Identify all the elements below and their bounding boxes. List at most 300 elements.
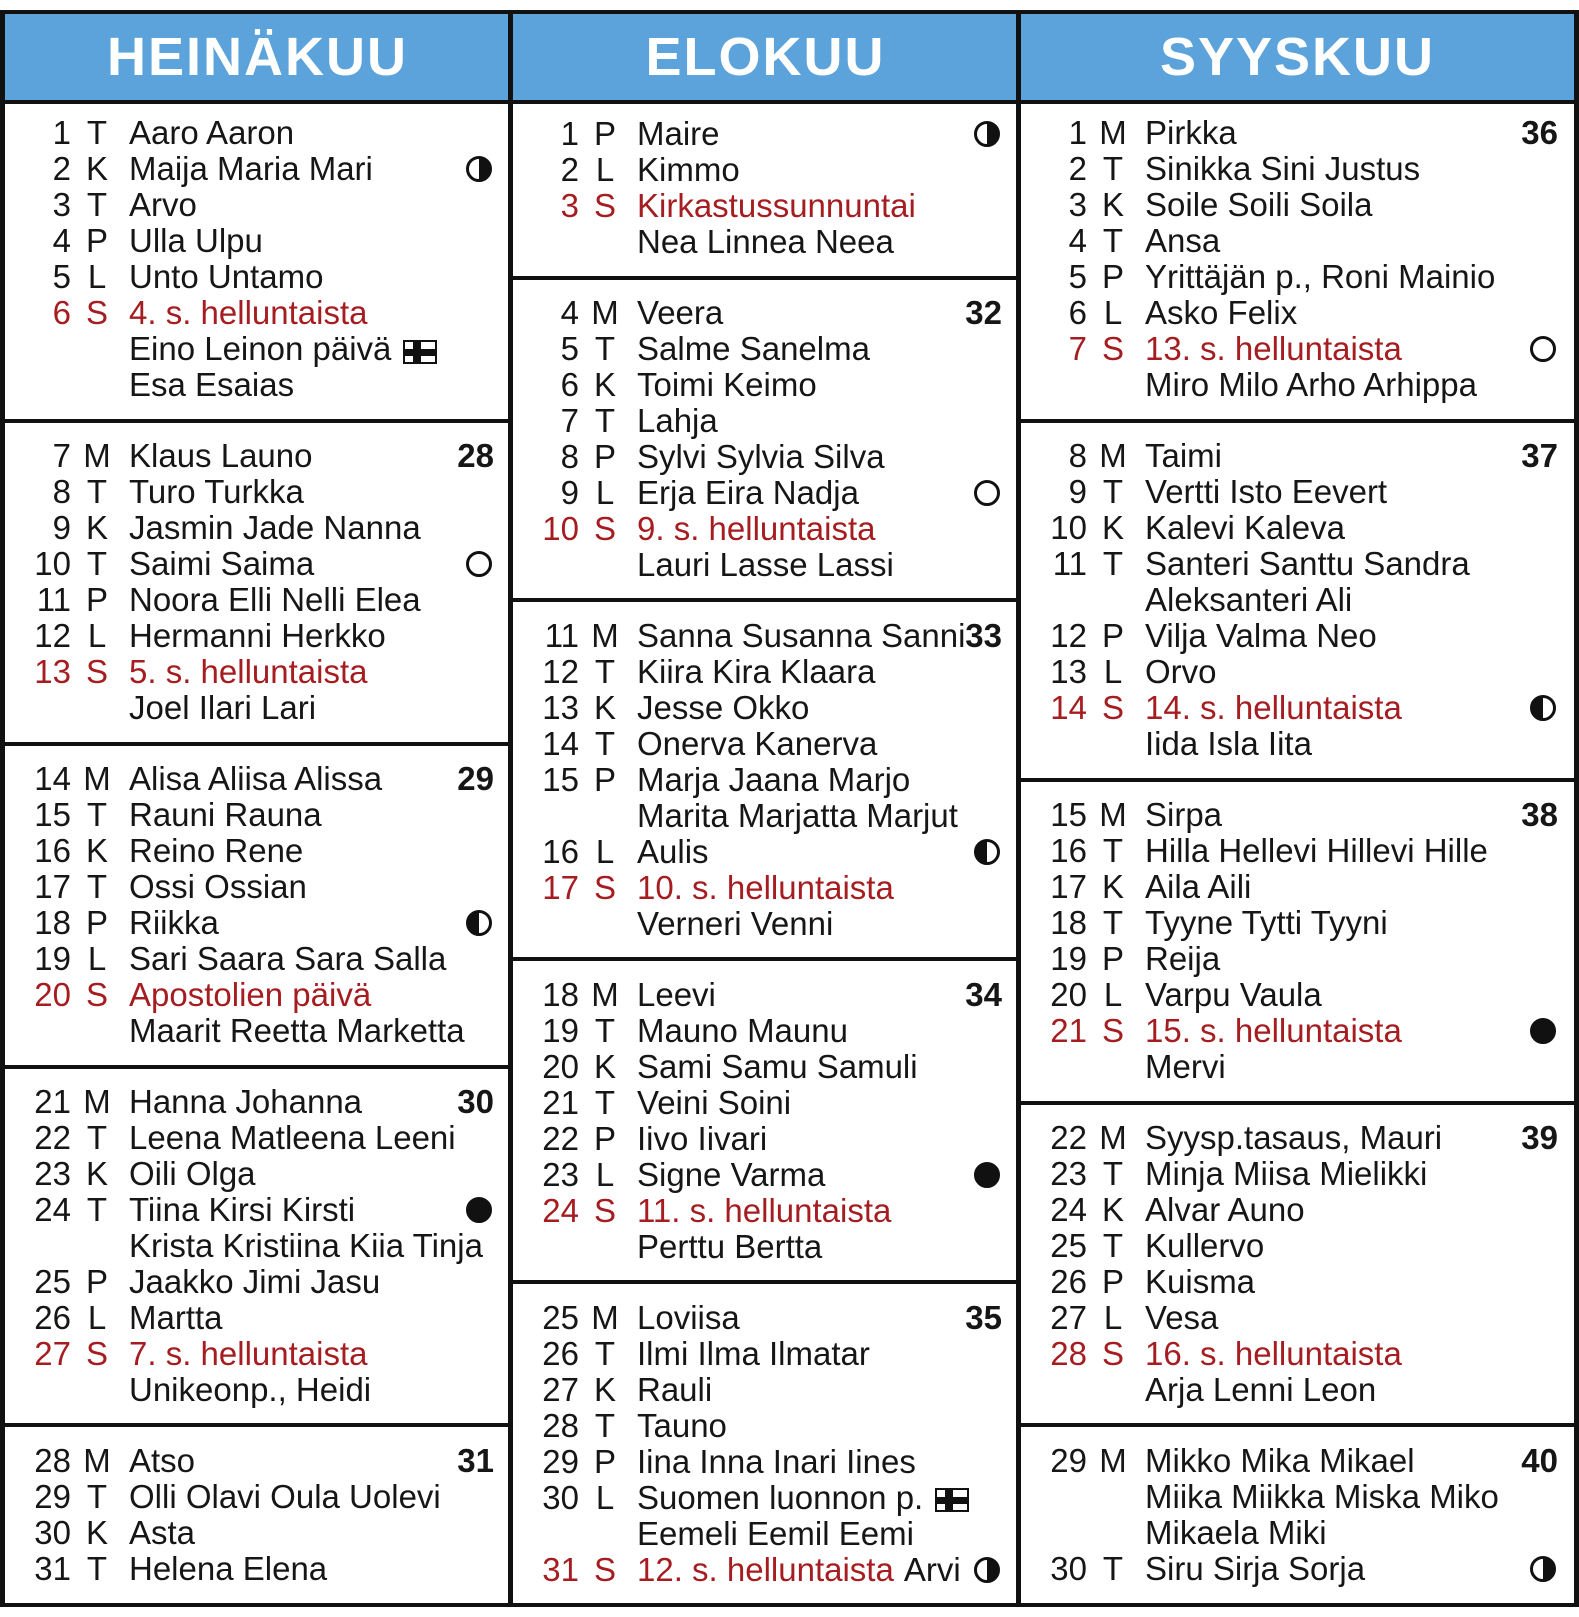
- new-moon-icon: [974, 480, 1000, 506]
- day-number: 10: [1050, 509, 1087, 547]
- name-day-names: Lahja: [637, 403, 718, 440]
- week-number: 37: [1521, 437, 1558, 475]
- name-day-names: Vertti Isto Eevert: [1145, 474, 1388, 511]
- day-number: 5: [52, 258, 71, 296]
- day-text: [637, 690, 1012, 726]
- weekday-letter: T: [86, 1191, 108, 1229]
- day-number: 27: [542, 1370, 579, 1408]
- day-text: [637, 547, 1012, 583]
- weekday-letter: T: [86, 186, 108, 224]
- day-row: [525, 1300, 1012, 1336]
- weekday-letter: K: [593, 366, 616, 404]
- day-number: 24: [1050, 1191, 1087, 1228]
- day-text: [637, 1121, 1012, 1157]
- day-number: 7: [1068, 330, 1087, 368]
- day-row: [1033, 438, 1568, 474]
- day-text: [1145, 546, 1568, 582]
- weekday-letter: M: [1099, 114, 1127, 152]
- name-day-names: Veini Soini: [637, 1084, 792, 1121]
- name-day-names: Noora Elli Nelli Elea: [129, 582, 421, 619]
- day-row-continuation: [17, 1013, 504, 1049]
- weekday-letter: M: [1099, 437, 1127, 475]
- weekday-letter: M: [83, 760, 111, 798]
- day-row-continuation: [1033, 726, 1568, 762]
- name-day-names: Iivo Iivari: [637, 1120, 768, 1157]
- day-row: [1033, 1336, 1568, 1372]
- day-row: [17, 977, 504, 1013]
- name-day-names: Hanna Johanna: [129, 1084, 363, 1121]
- week-block: [513, 961, 1018, 1284]
- day-number: 25: [1050, 1227, 1087, 1264]
- week-block: [1021, 1105, 1574, 1428]
- day-text: [637, 295, 1012, 331]
- weekday-letter: M: [83, 437, 111, 475]
- name-day-names: Minja Miisa Mielikki: [1145, 1156, 1428, 1192]
- week-block: [1021, 782, 1574, 1105]
- day-row: [17, 546, 504, 582]
- weekday-letter: T: [86, 868, 108, 906]
- day-text: [1145, 187, 1568, 223]
- name-day-names: Iida Isla Iita: [1145, 726, 1312, 763]
- name-day-names: Salme Sanelma: [637, 331, 870, 368]
- day-row: [1033, 618, 1568, 654]
- name-day-names: Aleksanteri Ali: [1145, 582, 1353, 619]
- name-day-names: Iina Inna Inari Iines: [637, 1443, 916, 1480]
- weekday-letter: T: [86, 473, 108, 511]
- day-row: [17, 1479, 504, 1515]
- week-number: 35: [965, 1298, 1002, 1336]
- weekday-letter: T: [1102, 150, 1124, 188]
- day-number: 23: [1050, 1155, 1087, 1192]
- day-text: [1145, 1372, 1568, 1408]
- weekday-letter: K: [85, 832, 108, 870]
- name-day-names: Leena Matleena Leeni: [129, 1120, 456, 1157]
- day-row: [17, 151, 504, 187]
- day-text: [1145, 618, 1568, 654]
- weekday-letter: T: [1102, 1227, 1124, 1264]
- weekday-letter: M: [591, 294, 619, 332]
- weekday-letter: K: [1101, 186, 1124, 224]
- day-row: [1033, 1264, 1568, 1300]
- day-text: [1145, 977, 1568, 1013]
- name-day-names: Turo Turkka: [129, 474, 304, 511]
- day-text: [129, 331, 504, 367]
- day-number: 19: [34, 940, 71, 978]
- day-number: 1: [560, 114, 579, 152]
- day-number: 13: [1050, 653, 1087, 691]
- holiday-name: 13. s. helluntaista: [1145, 331, 1402, 368]
- holiday-name: 14. s. helluntaista: [1145, 690, 1402, 727]
- day-text: [637, 618, 1012, 654]
- name-day-names: Arvi: [903, 1551, 961, 1588]
- day-number: 14: [1050, 689, 1087, 727]
- day-row-continuation: [1033, 582, 1568, 618]
- week-block: [513, 1284, 1018, 1607]
- day-number: 1: [1068, 114, 1087, 152]
- day-row: [17, 797, 504, 833]
- weekday-letter: T: [86, 1119, 108, 1157]
- day-text: [637, 834, 1012, 870]
- name-day-names: Tiina Kirsi Kirsti: [129, 1192, 356, 1229]
- day-number: 28: [1050, 1335, 1087, 1372]
- week-number: 36: [1521, 114, 1558, 152]
- weekday-letter: S: [1101, 330, 1124, 368]
- day-text: [1145, 295, 1568, 331]
- day-text: [637, 1336, 1012, 1372]
- weekday-letter: T: [1102, 545, 1124, 583]
- weekday-letter: L: [1103, 653, 1123, 691]
- day-row: [1033, 295, 1568, 331]
- day-row: [1033, 474, 1568, 510]
- week-number: 28: [457, 437, 494, 475]
- name-day-names: Suomen luonnon p.: [637, 1479, 924, 1516]
- day-number: 22: [34, 1119, 71, 1157]
- day-text: [637, 654, 1012, 690]
- day-text: [129, 510, 504, 546]
- weekday-letter: K: [85, 150, 108, 188]
- name-day-names: Yrittäjän p., Roni Mainio: [1145, 259, 1496, 296]
- day-number: 19: [542, 1011, 579, 1049]
- week-block: [5, 100, 510, 423]
- day-row-continuation: [1033, 1049, 1568, 1085]
- week-number: 39: [1521, 1119, 1558, 1156]
- day-text: [129, 690, 504, 726]
- weekday-letter: T: [86, 1478, 108, 1516]
- day-number: 30: [34, 1514, 71, 1552]
- week-block: [5, 1069, 510, 1428]
- day-row-continuation: [17, 690, 504, 726]
- weekday-letter: T: [594, 724, 616, 762]
- day-row-continuation: [1033, 1515, 1568, 1551]
- day-number: 24: [542, 1191, 579, 1229]
- name-day-names: Syysp.tasaus, Mauri: [1145, 1120, 1443, 1156]
- day-number: 6: [560, 366, 579, 404]
- holiday-name: Apostolien päivä: [129, 977, 372, 1014]
- name-day-names: Ulla Ulpu: [129, 223, 263, 260]
- weekday-letter: S: [1101, 1335, 1124, 1372]
- day-row: [17, 654, 504, 690]
- name-day-names: Mervi: [1145, 1049, 1226, 1086]
- day-row: [1033, 941, 1568, 977]
- day-row: [17, 223, 504, 259]
- day-number: 8: [1068, 437, 1087, 475]
- weekday-letter: P: [593, 760, 616, 798]
- day-text: [129, 1013, 504, 1049]
- weekday-letter: T: [86, 545, 108, 583]
- weekday-letter: M: [591, 1298, 619, 1336]
- weekday-letter: T: [1102, 473, 1124, 511]
- day-text: [637, 1444, 1012, 1480]
- day-row-continuation: [17, 1372, 504, 1408]
- weekday-letter: S: [1101, 689, 1124, 727]
- day-row: [17, 761, 504, 797]
- day-text: [1145, 259, 1568, 295]
- day-number: 3: [1068, 186, 1087, 224]
- day-text: [1145, 1551, 1568, 1587]
- day-row-continuation: [525, 547, 1012, 583]
- name-day-names: Asta: [129, 1515, 196, 1552]
- day-number: 3: [52, 186, 71, 224]
- month-column-syyskuu: [1021, 0, 1574, 1617]
- name-day-names: Saimi Saima: [129, 546, 315, 583]
- day-number: 27: [34, 1335, 71, 1373]
- weekday-letter: P: [1101, 1263, 1124, 1300]
- day-row: [525, 367, 1012, 403]
- weekday-letter: L: [595, 832, 615, 870]
- name-day-names: Hermanni Herkko: [129, 618, 386, 655]
- weekday-letter: K: [85, 1155, 108, 1193]
- name-day-names: Arvo: [129, 187, 197, 224]
- name-day-names: Eemeli Eemil Eemi: [637, 1515, 914, 1552]
- day-number: 30: [542, 1478, 579, 1516]
- day-text: [129, 1192, 504, 1228]
- day-number: 23: [542, 1155, 579, 1193]
- day-row: [1033, 331, 1568, 367]
- day-number: 14: [34, 760, 71, 798]
- day-number: 15: [542, 760, 579, 798]
- day-text: [637, 116, 1012, 152]
- name-day-names: Santeri Santtu Sandra: [1145, 546, 1470, 583]
- weeks-list: [513, 100, 1018, 1607]
- day-text: [129, 618, 504, 654]
- day-text: [129, 761, 504, 797]
- day-text: [1145, 331, 1568, 367]
- weekday-letter: T: [594, 652, 616, 690]
- day-text: [637, 1300, 1012, 1336]
- week-number: 40: [1521, 1442, 1558, 1480]
- week-block: [513, 280, 1018, 603]
- day-row: [525, 1408, 1012, 1444]
- day-text: [637, 906, 1012, 942]
- day-number: 16: [34, 832, 71, 870]
- name-day-names: Tauno: [637, 1407, 727, 1444]
- week-number: 32: [965, 294, 1002, 332]
- day-number: 12: [542, 652, 579, 690]
- day-row: [525, 977, 1012, 1013]
- day-number: 16: [1050, 832, 1087, 870]
- name-day-names: Sami Samu Samuli: [637, 1048, 918, 1085]
- day-row: [1033, 1192, 1568, 1228]
- day-row: [1033, 1120, 1568, 1156]
- day-text: [129, 1300, 504, 1336]
- day-number: 7: [560, 402, 579, 440]
- day-row: [1033, 1013, 1568, 1049]
- holiday-name: 16. s. helluntaista: [1145, 1336, 1402, 1372]
- weekday-letter: S: [85, 294, 108, 332]
- day-text: [129, 1336, 504, 1372]
- day-row-continuation: [525, 1229, 1012, 1265]
- day-text: [1145, 151, 1568, 187]
- day-text: [637, 762, 1012, 798]
- name-day-names: Marja Jaana Marjo: [637, 761, 911, 798]
- name-day-names: Siru Sirja Sorja: [1145, 1551, 1366, 1588]
- weekday-letter: T: [594, 402, 616, 440]
- weeks-list: [1021, 100, 1574, 1607]
- month-header: [513, 10, 1018, 104]
- day-row: [1033, 1228, 1568, 1264]
- day-row: [525, 1372, 1012, 1408]
- full-moon-icon: [1530, 1018, 1556, 1044]
- weekday-letter: P: [85, 904, 108, 942]
- day-number: 10: [34, 545, 71, 583]
- day-number: 15: [34, 796, 71, 834]
- name-day-names: Jaakko Jimi Jasu: [129, 1264, 381, 1301]
- day-row: [525, 834, 1012, 870]
- day-number: 8: [560, 438, 579, 476]
- day-text: [129, 1120, 504, 1156]
- day-text: [1145, 690, 1568, 726]
- day-row: [17, 905, 504, 941]
- day-number: 26: [1050, 1263, 1087, 1300]
- weekday-letter: T: [594, 1406, 616, 1444]
- day-text: [129, 223, 504, 259]
- weekday-letter: P: [593, 1442, 616, 1480]
- day-row: [1033, 1300, 1568, 1336]
- name-day-names: Vilja Valma Neo: [1145, 618, 1377, 655]
- weekday-letter: P: [1101, 258, 1124, 296]
- holiday-name: 9. s. helluntaista: [637, 511, 876, 548]
- day-row-continuation: [17, 1228, 504, 1264]
- day-number: 5: [560, 330, 579, 368]
- day-number: 14: [542, 724, 579, 762]
- day-text: [637, 870, 1012, 906]
- holiday-name: 7. s. helluntaista: [129, 1336, 368, 1373]
- day-number: 1: [52, 114, 71, 152]
- day-text: [637, 367, 1012, 403]
- weekday-letter: L: [1103, 1299, 1123, 1336]
- weekday-letter: S: [593, 1191, 616, 1229]
- day-number: 21: [1050, 1012, 1087, 1050]
- day-text: [637, 439, 1012, 475]
- day-row-continuation: [17, 331, 504, 367]
- day-row: [17, 115, 504, 151]
- weekday-letter: L: [87, 1299, 107, 1337]
- name-day-names: Unto Untamo: [129, 259, 324, 296]
- day-text: [637, 331, 1012, 367]
- day-text: [1145, 1049, 1568, 1085]
- name-day-names: Mikko Mika Mikael: [1145, 1443, 1415, 1480]
- day-number: 24: [34, 1191, 71, 1229]
- name-day-names: Aila Aili: [1145, 869, 1252, 906]
- name-day-names: Rauli: [637, 1371, 713, 1408]
- day-number: 17: [1050, 868, 1087, 906]
- weekday-letter: T: [1102, 1155, 1124, 1192]
- day-text: [1145, 869, 1568, 905]
- day-number: 12: [34, 617, 71, 655]
- day-row: [17, 618, 504, 654]
- weekday-letter: T: [1102, 1550, 1124, 1588]
- day-text: [129, 187, 504, 223]
- weekday-letter: L: [87, 258, 107, 296]
- weekday-letter: L: [1103, 976, 1123, 1014]
- day-row: [17, 869, 504, 905]
- name-day-names: Ansa: [1145, 223, 1221, 260]
- weekday-letter: S: [85, 976, 108, 1014]
- name-day-names: Tyyne Tytti Tyyni: [1145, 905, 1388, 942]
- name-day-names: Sanna Susanna Sanni: [637, 617, 966, 654]
- day-number: 22: [1050, 1119, 1087, 1156]
- day-text: [637, 152, 1012, 188]
- weekday-letter: T: [594, 1011, 616, 1049]
- name-day-names: Kuisma: [1145, 1264, 1256, 1300]
- weekday-letter: L: [87, 617, 107, 655]
- day-row: [17, 582, 504, 618]
- name-day-names: Klaus Launo: [129, 438, 313, 475]
- day-number: 31: [542, 1550, 579, 1588]
- name-day-names: Hilla Hellevi Hillevi Hille: [1145, 833, 1488, 870]
- day-number: 18: [542, 975, 579, 1013]
- weekday-letter: T: [1102, 832, 1124, 870]
- day-text: [1145, 797, 1568, 833]
- day-row: [17, 438, 504, 474]
- name-day-names: Perttu Bertta: [637, 1228, 823, 1265]
- day-text: [129, 977, 504, 1013]
- name-day-names: Maire: [637, 115, 720, 152]
- week-number: 38: [1521, 796, 1558, 834]
- day-text: [129, 259, 504, 295]
- full-moon-icon: [466, 1197, 492, 1223]
- day-number: 25: [542, 1298, 579, 1336]
- name-day-names: Onerva Kanerva: [637, 725, 878, 762]
- name-day-names: Miika Miikka Miska Miko: [1145, 1479, 1499, 1516]
- day-row: [525, 1085, 1012, 1121]
- day-number: 9: [52, 509, 71, 547]
- day-text: [1145, 654, 1568, 690]
- name-day-names: Sirpa: [1145, 797, 1223, 834]
- weeks-list: [5, 100, 510, 1607]
- day-text: [637, 403, 1012, 439]
- day-text: [1145, 726, 1568, 762]
- holiday-name: 10. s. helluntaista: [637, 869, 894, 906]
- name-day-names: Marita Marjatta Marjut: [637, 797, 958, 834]
- day-number: 26: [542, 1334, 579, 1372]
- weekday-letter: K: [1101, 1191, 1124, 1228]
- name-day-names: Veera: [637, 295, 724, 332]
- day-row: [525, 726, 1012, 762]
- month-column-heinakuu: [5, 0, 510, 1617]
- day-text: [637, 1229, 1012, 1265]
- day-text: [1145, 1264, 1568, 1300]
- name-day-names: Maarit Reetta Marketta: [129, 1013, 465, 1050]
- name-day-names: Kalevi Kaleva: [1145, 510, 1345, 547]
- weekday-letter: L: [595, 474, 615, 512]
- day-text: [1145, 833, 1568, 869]
- day-row: [1033, 833, 1568, 869]
- day-row: [17, 941, 504, 977]
- day-row: [1033, 223, 1568, 259]
- day-row: [17, 1192, 504, 1228]
- weekday-letter: T: [86, 1550, 108, 1588]
- day-number: 13: [542, 688, 579, 726]
- day-number: 21: [34, 1083, 71, 1121]
- weekday-letter: L: [1103, 294, 1123, 332]
- name-day-names: Orvo: [1145, 654, 1217, 691]
- day-row: [17, 1300, 504, 1336]
- day-text: [129, 474, 504, 510]
- day-number: 11: [36, 581, 71, 619]
- day-row: [17, 1336, 504, 1372]
- month-title: ELOKUU: [645, 27, 886, 87]
- day-text: [129, 1264, 504, 1300]
- name-day-names: Sari Saara Sara Salla: [129, 941, 447, 978]
- day-number: 15: [1050, 796, 1087, 834]
- day-row: [17, 510, 504, 546]
- name-day-names: Sylvi Sylvia Silva: [637, 439, 885, 476]
- weekday-letter: K: [593, 1370, 616, 1408]
- day-text: [1145, 941, 1568, 977]
- day-text: [637, 188, 1012, 224]
- name-day-names: Loviisa: [637, 1299, 740, 1336]
